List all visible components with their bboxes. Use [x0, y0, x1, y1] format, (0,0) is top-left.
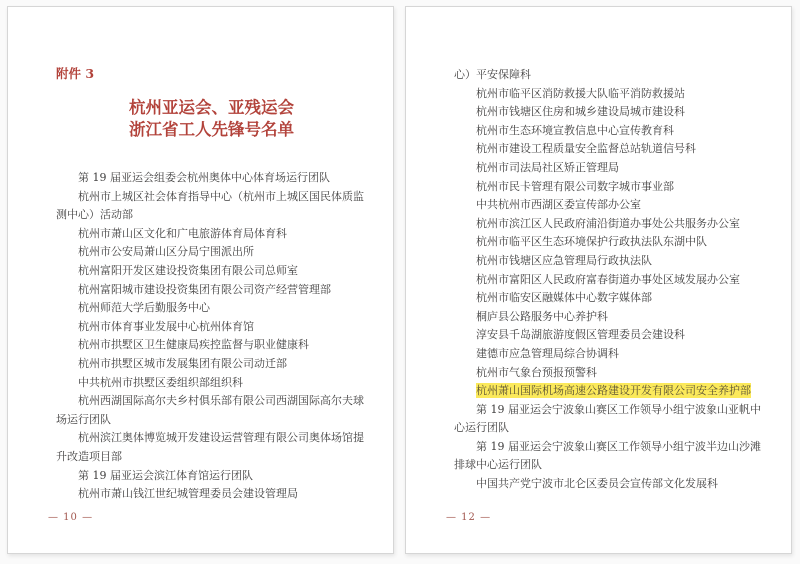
- page-number-right: — 12 —: [446, 512, 492, 523]
- document-page-right: [405, 6, 792, 554]
- list-item: 第 19 届亚运会组委会杭州奥体中心体育场运行团队: [78, 171, 330, 184]
- highlighted-list-item: [454, 382, 765, 401]
- list-item: 中共杭州市西湖区委宣传部办公室: [476, 198, 641, 212]
- list-item: 杭州市公安局萧山区分局宁围派出所: [78, 245, 254, 259]
- list-item: 杭州富阳开发区建设投资集团有限公司总师室: [78, 263, 298, 277]
- award-list-left: [56, 169, 367, 504]
- list-item: 建德市应急管理局综合协调科: [476, 346, 619, 360]
- list-item: 杭州市上城区社会体育指导中心（杭州市上城区国民体质监测中心）活动部: [56, 189, 364, 222]
- list-item: 第 19 届亚运会宁波象山赛区工作领导小组宁波半边山沙滩排球中心运行团队: [454, 439, 761, 472]
- list-item: 杭州市钱塘区应急管理局行政执法队: [476, 253, 652, 267]
- list-item: 杭州市气象台预报预警科: [476, 365, 597, 379]
- list-item: 淳安县千岛湖旅游度假区管理委员会建设科: [476, 328, 685, 342]
- page-left-content: [8, 65, 393, 504]
- list-item: 杭州市拱墅区城市发展集团有限公司动迁部: [78, 356, 287, 370]
- list-item: 杭州市建设工程质量安全监督总站轨道信号科: [476, 142, 696, 156]
- list-item: 心）平安保障科: [454, 68, 531, 81]
- document-title-line-2: 浙江省工人先锋号名单: [129, 120, 294, 139]
- list-item: 第 19 届亚运会滨江体育馆运行团队: [78, 468, 253, 482]
- list-item: 杭州西湖国际高尔夫乡村俱乐部有限公司西湖国际高尔夫球场运行团队: [56, 394, 364, 426]
- list-item: 杭州市萧山钱江世纪城管理委员会建设管理局: [78, 487, 298, 501]
- list-item: 杭州师范大学后勤服务中心: [78, 301, 210, 315]
- list-item: 杭州市生态环境宣教信息中心宣传教育科: [476, 123, 674, 137]
- list-item: 杭州富阳城市建设投资集团有限公司资产经营管理部: [78, 282, 331, 296]
- list-item: 杭州市民卡管理有限公司数字城市事业部: [476, 179, 674, 193]
- list-item: 杭州市滨江区人民政府浦沿街道办事处公共服务办公室: [476, 216, 740, 230]
- list-item: 杭州市司法局社区矫正管理局: [476, 160, 619, 174]
- award-list-right: [454, 66, 765, 494]
- list-item: 杭州市临安区融媒体中心数字媒体部: [476, 291, 652, 305]
- list-item: 中国共产党宁波市北仑区委员会宣传部文化发展科: [476, 477, 718, 491]
- list-item: 中共杭州市拱墅区委组织部组织科: [78, 375, 243, 389]
- list-item: 杭州市体育事业发展中心杭州体育馆: [78, 319, 254, 333]
- list-item: 杭州市临平区生态环境保护行政执法队东湖中队: [476, 235, 707, 249]
- list-item: 杭州市临平区消防救援大队临平消防救援站: [476, 86, 685, 100]
- list-item: 第 19 届亚运会宁波象山赛区工作领导小组宁波象山亚帆中心运行团队: [454, 402, 761, 435]
- list-item: 杭州市钱塘区住房和城乡建设局城市建设科: [476, 105, 685, 119]
- list-item: 杭州市富阳区人民政府富春街道办事处区域发展办公室: [476, 272, 740, 286]
- document-page-left: [7, 6, 394, 554]
- document-title: [56, 97, 367, 141]
- list-item: 桐庐县公路服务中心养护科: [476, 309, 608, 323]
- attachment-label: 附件 3: [56, 66, 95, 81]
- list-item: 杭州市拱墅区卫生健康局疾控监督与职业健康科: [78, 338, 309, 352]
- page-right-content: [406, 66, 791, 494]
- document-title-line-1: 杭州亚运会、亚残运会: [129, 98, 294, 117]
- list-item: 杭州市萧山区文化和广电旅游体育局体育科: [78, 226, 287, 240]
- list-item: 杭州滨江奥体博览城开发建设运营管理有限公司奥体场馆提升改造项目部: [56, 431, 364, 463]
- page-number-left: — 10 —: [48, 512, 94, 523]
- search-highlight: 杭州萧山国际机场高速公路建设开发有限公司安全养护部: [476, 384, 751, 398]
